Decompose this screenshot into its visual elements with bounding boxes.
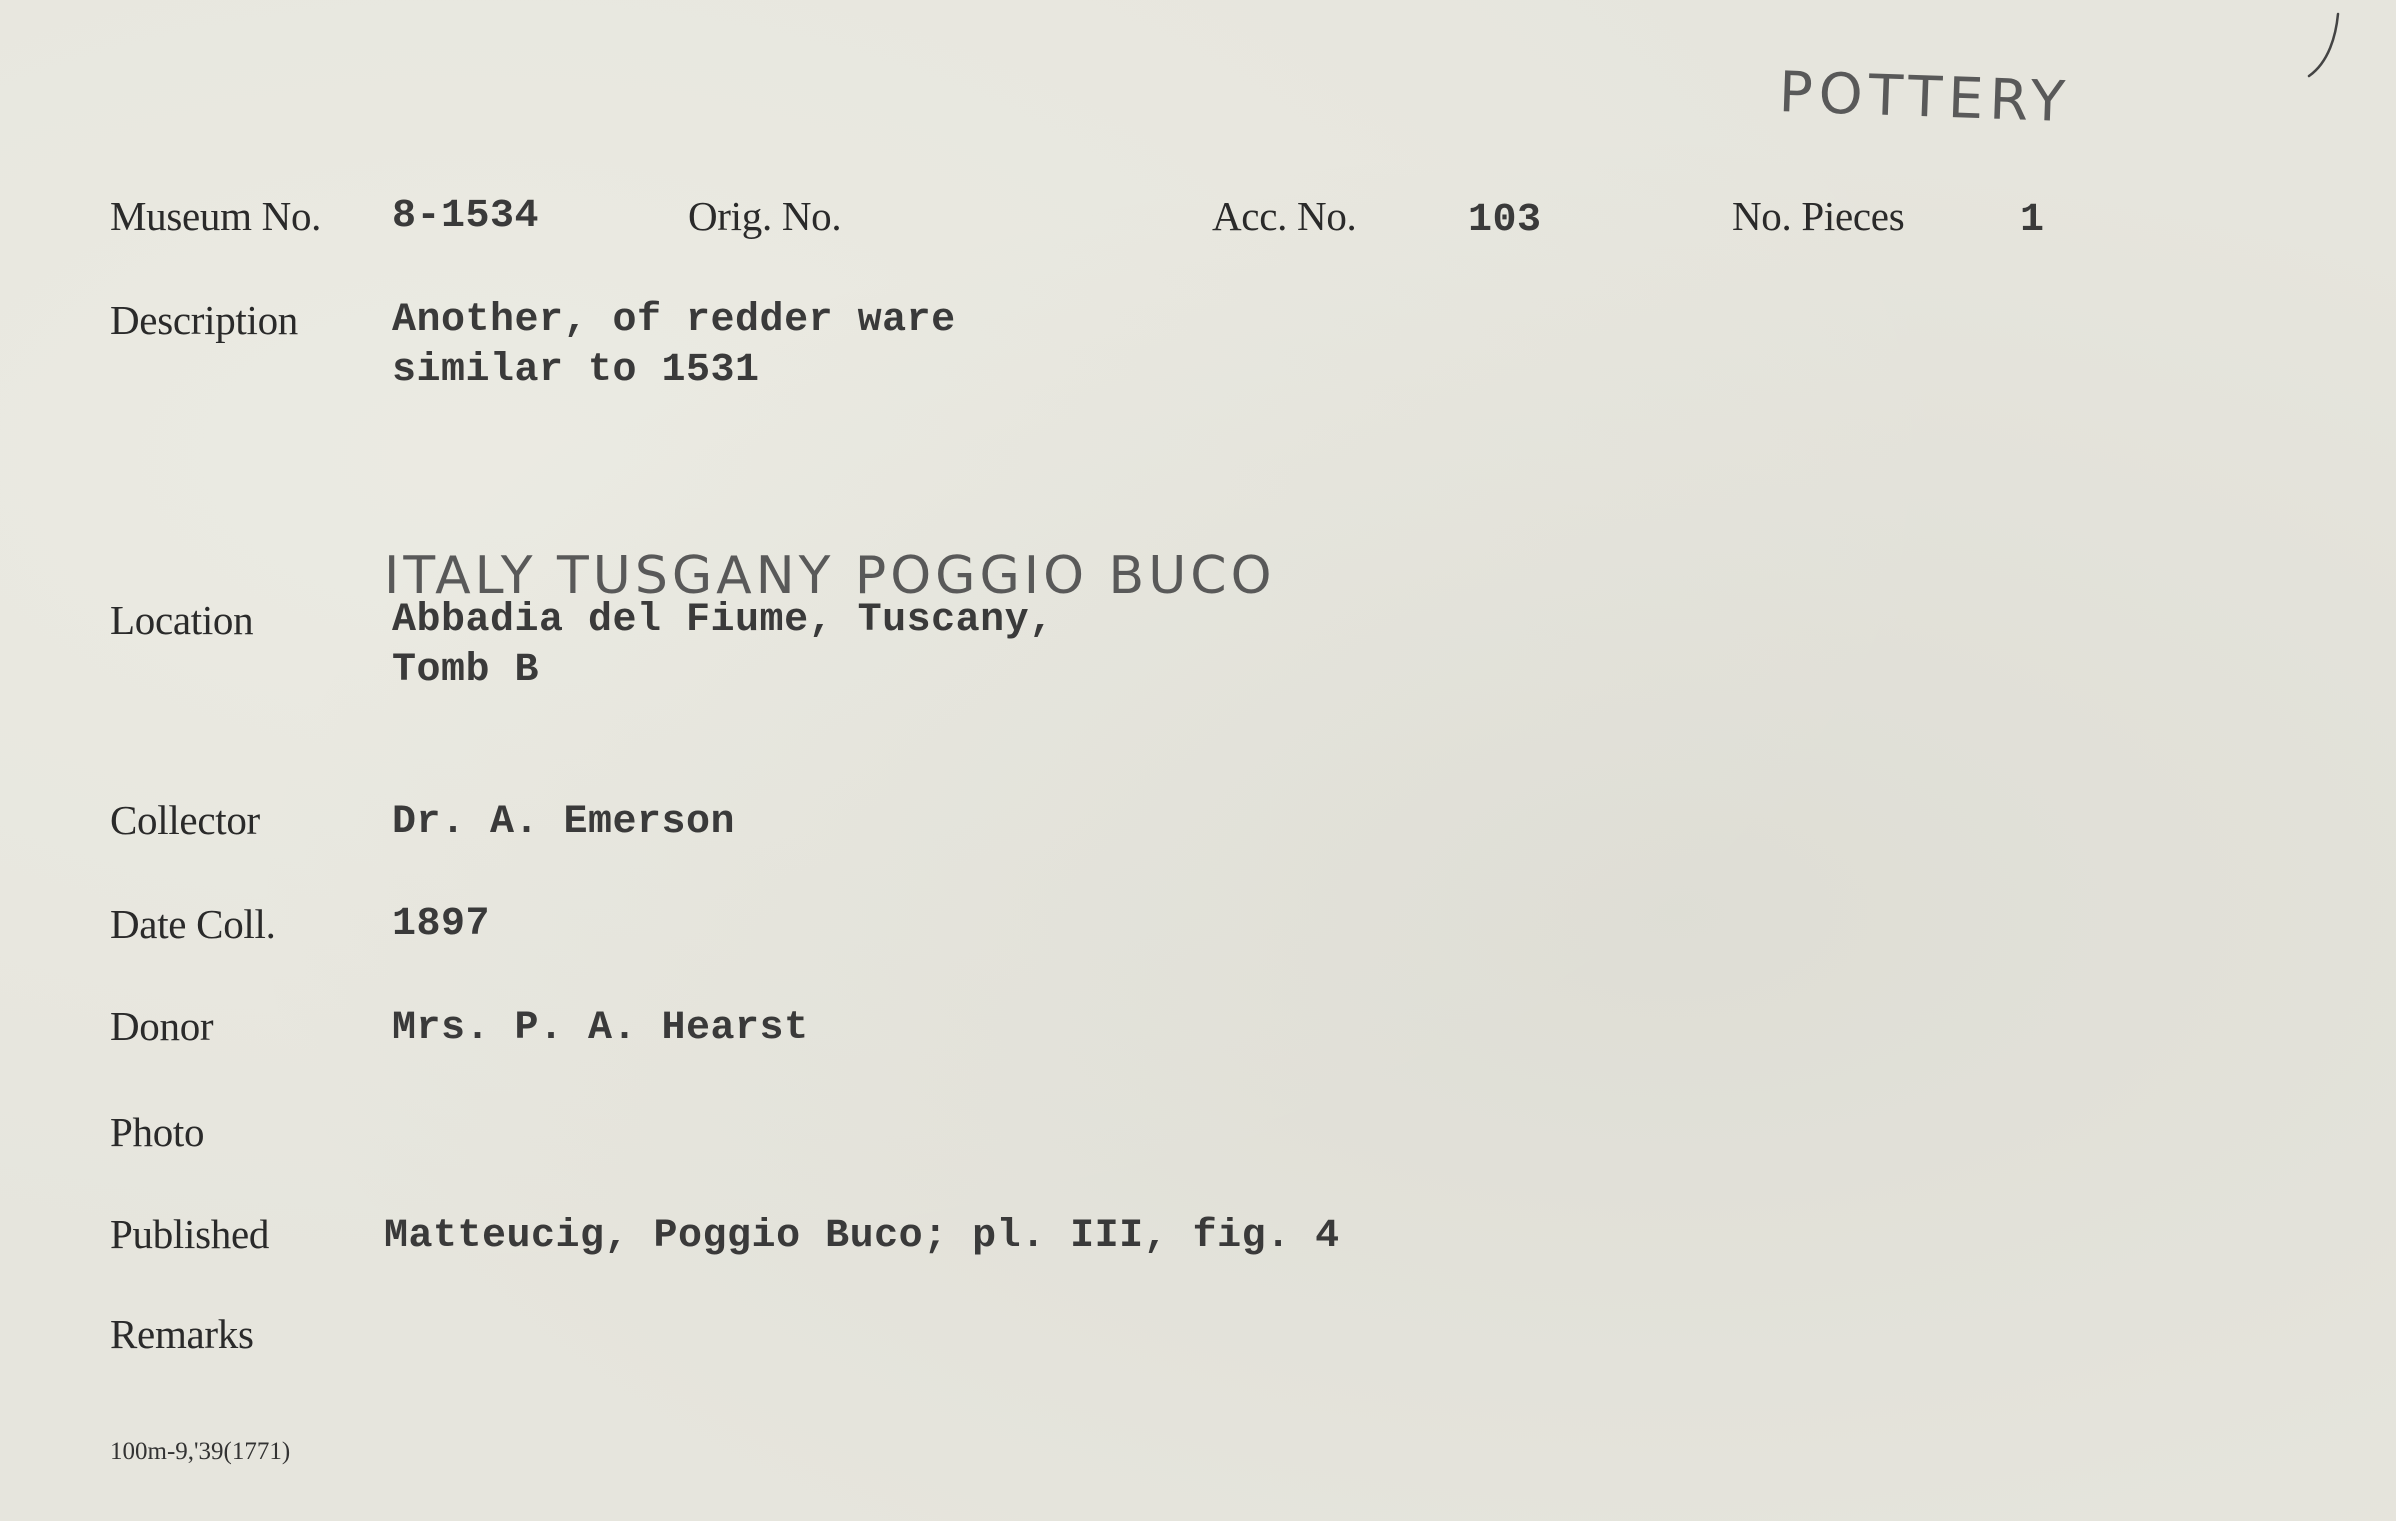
location-line-1: Abbadia del Fiume, Tuscany,	[392, 598, 1054, 643]
category-stamp: POTTERY	[1777, 60, 2073, 136]
location-line-2: Tomb B	[392, 648, 540, 693]
date-coll-value: 1897	[392, 902, 491, 947]
description-line-2: similar to 1531	[392, 348, 760, 393]
description-line-1: Another, of redder ware	[392, 298, 956, 343]
orig-no-label: Orig. No.	[688, 193, 842, 239]
form-print-code: 100m-9,'39(1771)	[110, 1438, 291, 1465]
no-pieces-value: 1	[2020, 198, 2045, 243]
date-coll-label: Date Coll.	[110, 901, 276, 947]
acc-no-label: Acc. No.	[1212, 193, 1357, 239]
donor-label: Donor	[110, 1003, 214, 1049]
museum-no-value: 8-1534	[392, 194, 540, 239]
remarks-label: Remarks	[110, 1311, 254, 1357]
location-stamp: ITALY TUSGANY POGGIO BUCO	[384, 546, 1276, 606]
acc-no-value: 103	[1468, 198, 1542, 243]
published-value: Matteucig, Poggio Buco; pl. III, fig. 4	[384, 1214, 1340, 1259]
collector-label: Collector	[110, 797, 260, 843]
check-mark-icon	[2305, 10, 2345, 80]
location-label: Location	[110, 597, 254, 643]
collector-value: Dr. A. Emerson	[392, 800, 736, 845]
museum-no-label: Museum No.	[110, 193, 322, 239]
description-label: Description	[110, 297, 298, 343]
published-label: Published	[110, 1211, 270, 1257]
no-pieces-label: No. Pieces	[1732, 193, 1905, 239]
photo-label: Photo	[110, 1109, 205, 1155]
donor-value: Mrs. P. A. Hearst	[392, 1006, 809, 1051]
